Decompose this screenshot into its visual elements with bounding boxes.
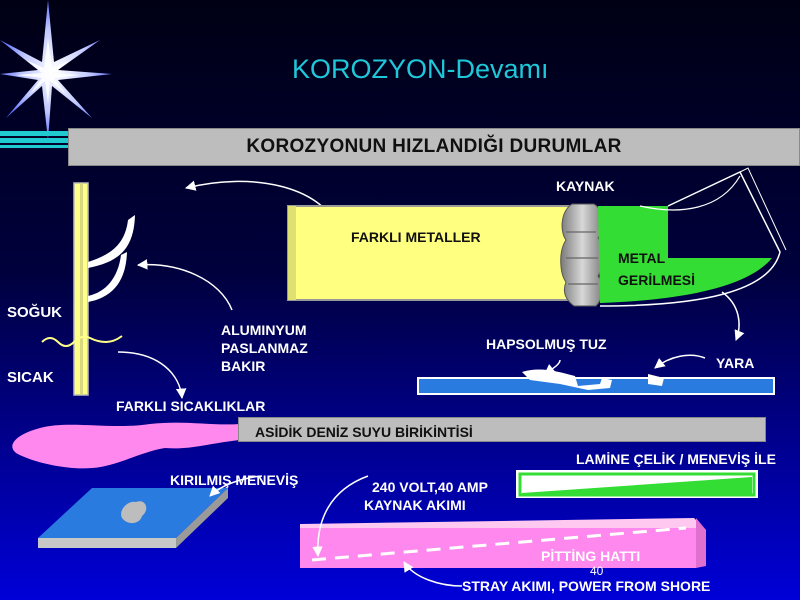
pitting-bar bbox=[300, 518, 706, 568]
label-volt: 240 VOLT,40 AMP bbox=[372, 479, 488, 495]
label-aluminyum: ALUMINYUM bbox=[221, 322, 307, 338]
label-farkli-sicakliklar: FARKLI SICAKLIKLAR bbox=[116, 398, 266, 414]
label-stray: STRAY AKIMI, POWER FROM SHORE bbox=[462, 578, 711, 594]
aluminum-strip bbox=[88, 215, 135, 268]
starburst-icon bbox=[0, 0, 112, 140]
label-yara: YARA bbox=[716, 355, 755, 371]
label-paslanmaz: PASLANMAZ bbox=[221, 340, 308, 356]
label-bakir: BAKIR bbox=[221, 358, 266, 374]
label-sicak: SICAK bbox=[7, 369, 54, 386]
broken-temper-plate bbox=[38, 488, 228, 548]
different-metals-block bbox=[288, 206, 570, 300]
label-kirilmis: KIRILMIŞ MENEVİŞ bbox=[170, 472, 299, 488]
label-asidik: ASİDİK DENİZ SUYU BİRİKİNTİSİ bbox=[255, 424, 473, 440]
label-lamine: LAMİNE ÇELİK / MENEVİŞ İLE bbox=[576, 451, 776, 467]
slide-title: KOROZYON-Devamı bbox=[292, 54, 549, 84]
label-kaynak-akimi: KAYNAK AKIMI bbox=[364, 497, 466, 513]
weld-seam bbox=[561, 204, 604, 306]
wound-mark bbox=[648, 374, 664, 386]
label-gerilmesi: GERİLMESİ bbox=[618, 272, 696, 288]
label-kaynak: KAYNAK bbox=[556, 178, 615, 194]
acid-puddle bbox=[12, 423, 246, 469]
label-pitting: PİTTİNG HATTI bbox=[541, 548, 641, 564]
label-hapsolmus-tuz: HAPSOLMUŞ TUZ bbox=[486, 336, 607, 352]
label-metal: METAL bbox=[618, 250, 666, 266]
header-text: KOROZYONUN HIZLANDIĞI DURUMLAR bbox=[246, 136, 622, 157]
page-number: 40 bbox=[590, 564, 604, 578]
logo-stripes bbox=[0, 131, 68, 148]
label-soguk: SOĞUK bbox=[7, 304, 63, 321]
label-farkli-metaller: FARKLI METALLER bbox=[351, 229, 481, 245]
header-bar bbox=[68, 128, 800, 166]
